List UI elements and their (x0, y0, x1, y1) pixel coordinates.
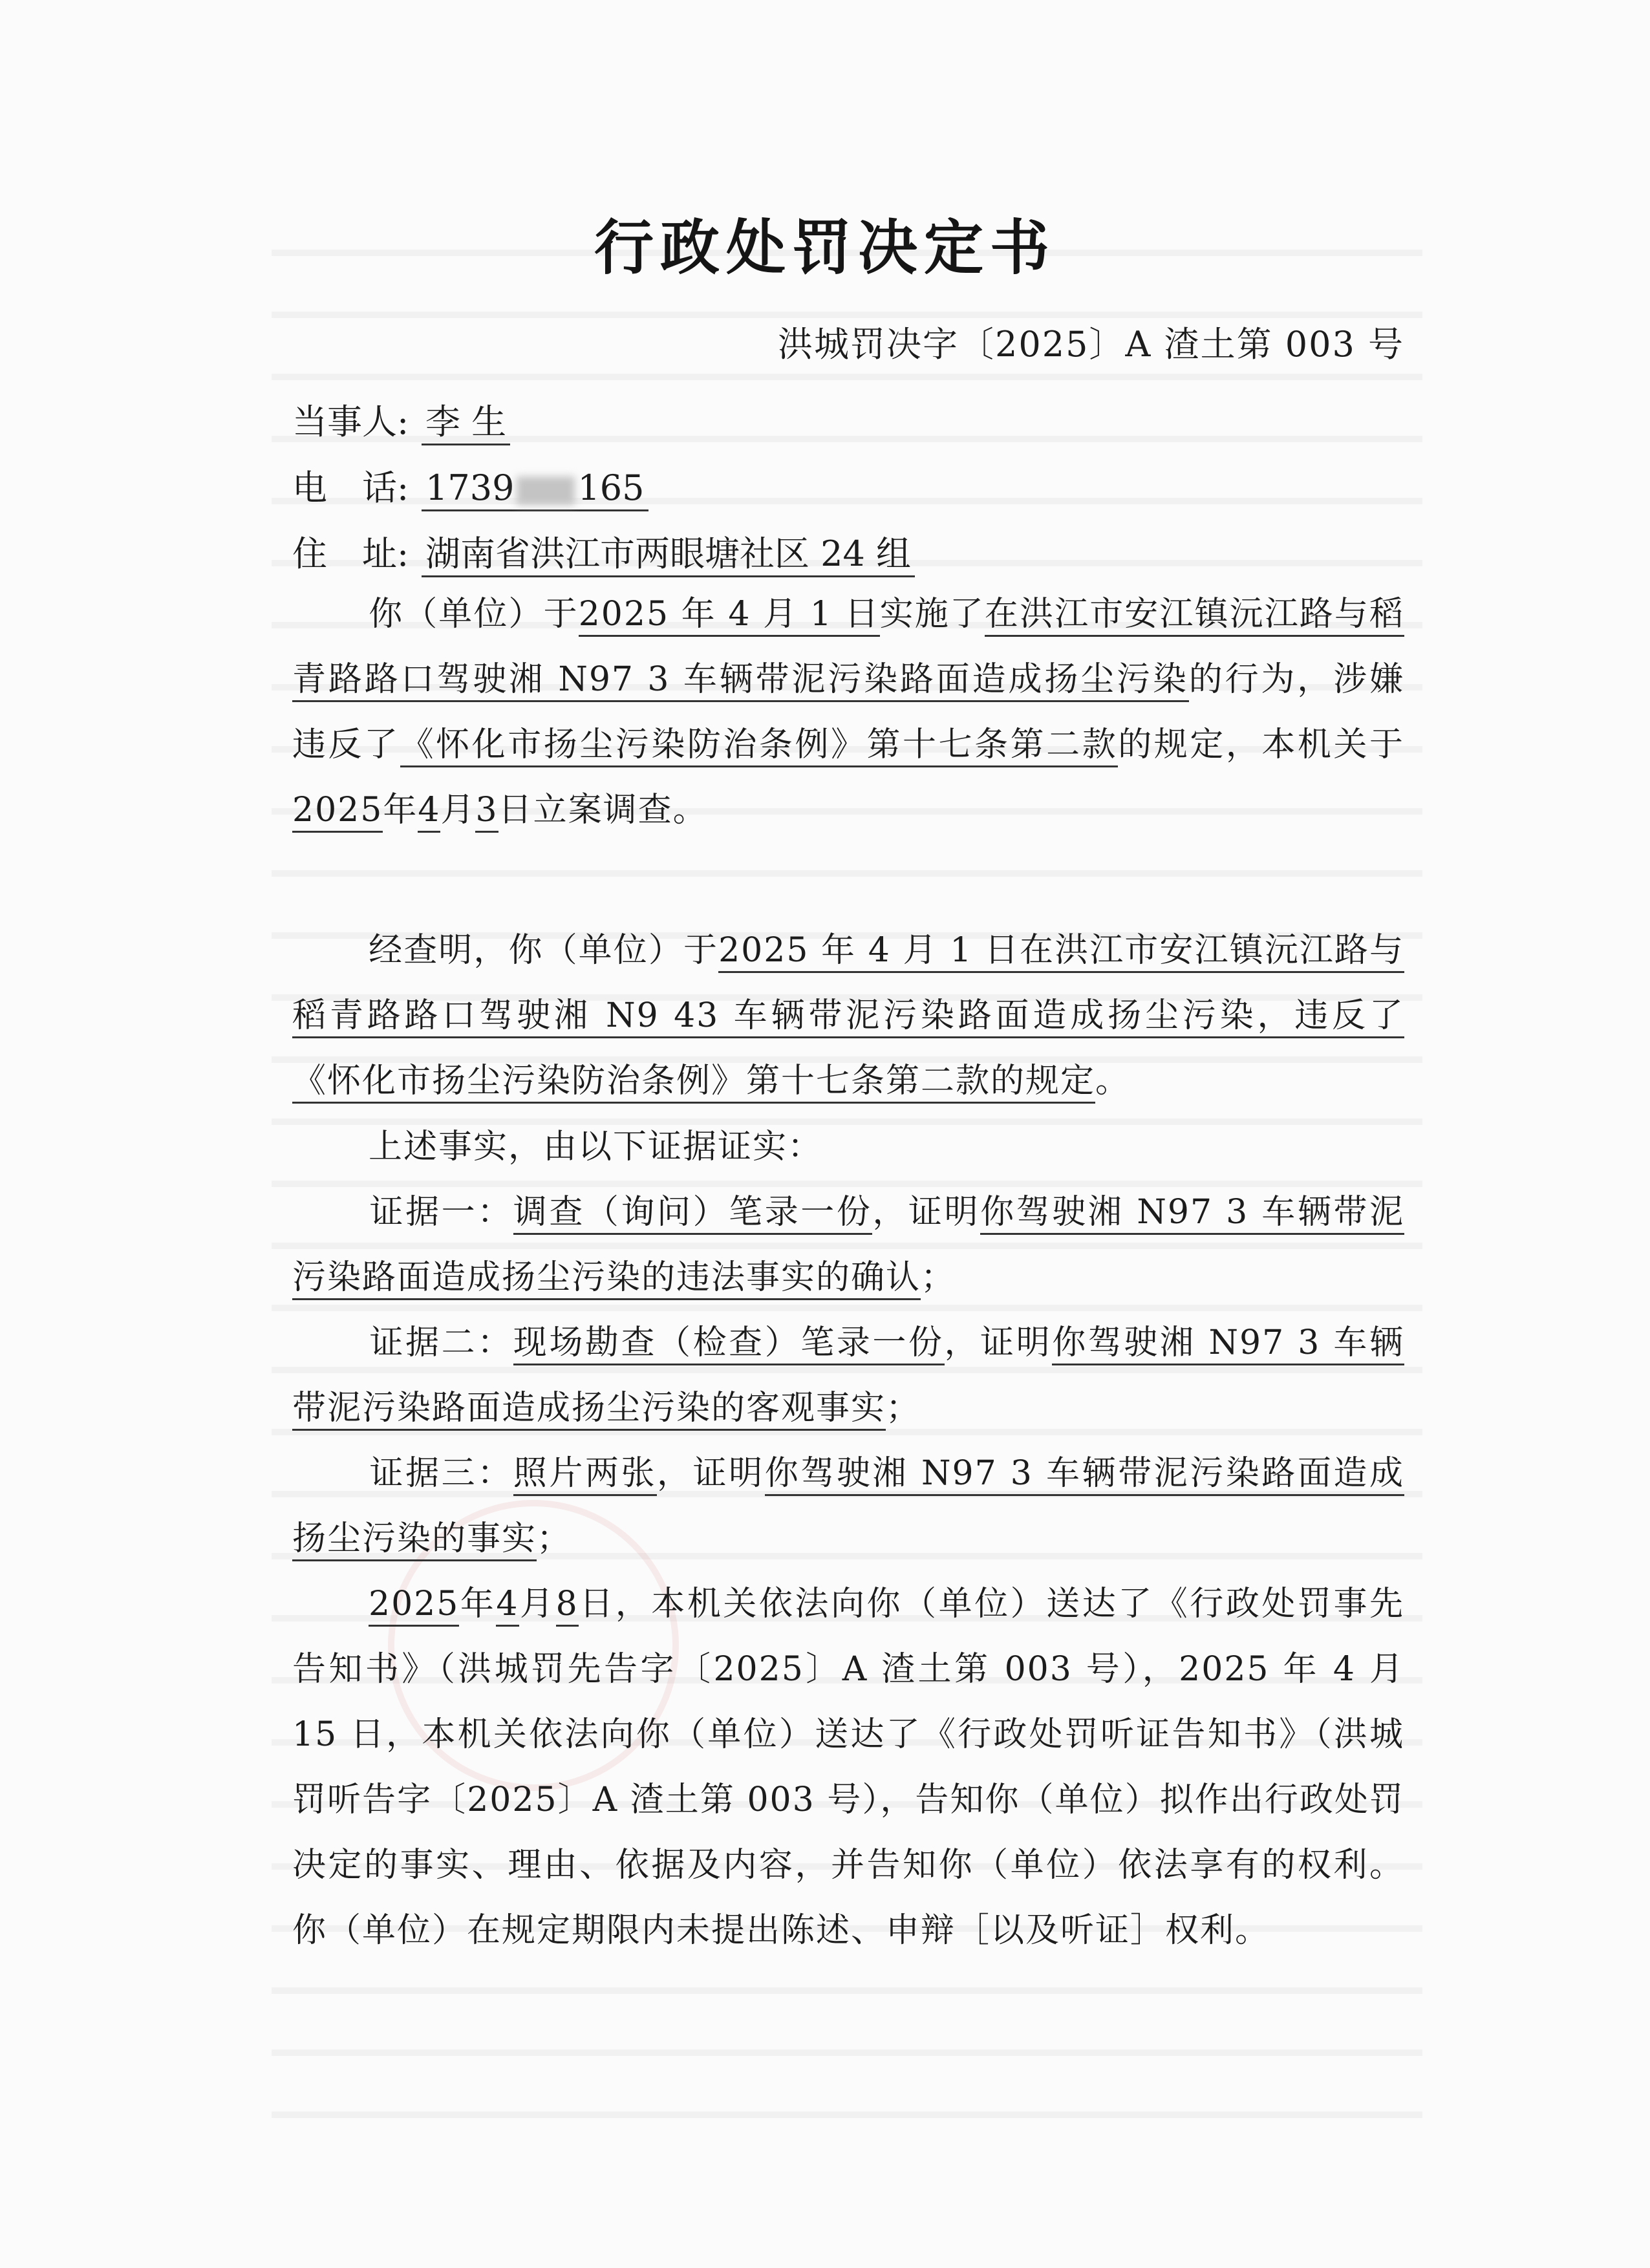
party-name-label: 当事人: (292, 401, 409, 442)
paragraph-case-filing: 你（单位）于2025 年 4 月 1 日实施了在洪江市安江镇沅江路与稻青路路口驾驶湘 N97 3 车辆带泥污染路面造成扬尘污染的行为，涉嫌违反了《怀化市扬尘污染防治条例》第十七条第二款的规定，本机关于2025年4月3日立案调查。 (292, 582, 1404, 843)
paragraph-evidence-intro: 上述事实，由以下证据证实： (369, 1128, 823, 1166)
violation-description: 在洪江市安江镇沅江路与稻青路路口驾驶湘 N97 3 车辆带泥污染路面造成扬尘污染 (292, 595, 1404, 702)
paragraph-notification: 2025年4月8日，本机关依法向你（单位）送达了《行政处罚事先告知书》（洪城罚先告字〔2025〕A 渣土第 003 号），2025 年 4 月 15 日，本机关依法向你（单位）送达了《行政处罚听证告知书》（洪城罚听告字〔2025〕A 渣土第 003 号），告知你（单位）拟作出行政处罚决定的事实、理由、依据及内容，并告知你（单位）依法享有的权利。你（单位）在规定期限内未提出陈述、申辩［以及听证］权利。 (292, 1585, 1404, 1950)
party-name-row (292, 394, 510, 444)
violated-regulation: 《怀化市扬尘污染防治条例》第十七条第二款 (400, 725, 1119, 767)
phone-prefix: 1739 (425, 467, 515, 508)
party-phone-row (292, 460, 648, 510)
party-address-row (292, 526, 915, 576)
document-number: 洪城罚决字〔2025〕A 渣土第 003 号 (778, 324, 1404, 365)
party-address-value: 湖南省洪江市两眼塘社区 24 组 (422, 533, 915, 577)
evidence-item-1: 证据一：调查（询问）笔录一份，证明你驾驶湘 N97 3 车辆带泥污染路面造成扬尘污染的违法事实的确认； (292, 1180, 1404, 1311)
party-phone-value (422, 467, 648, 511)
evidence-item-3: 证据三：照片两张，证明你驾驶湘 N97 3 车辆带泥污染路面造成扬尘污染的事实； (292, 1441, 1404, 1572)
party-address-label: 住 址: (292, 533, 409, 574)
party-phone-label: 电 话: (292, 467, 409, 508)
evidence-item-2: 证据二：现场勘查（检查）笔录一份，证明你驾驶湘 N97 3 车辆带泥污染路面造成扬尘污染的客观事实； (292, 1311, 1404, 1441)
redacted-digits (517, 476, 575, 505)
phone-suffix: 165 (577, 467, 645, 508)
party-name-value: 李 生 (422, 401, 510, 445)
violation-date: 2025 年 4 月 1 日 (579, 595, 880, 637)
paragraph-findings: 经查明，你（单位）于2025 年 4 月 1 日在洪江市安江镇沅江路与稻青路路口驾驶湘 N9 43 车辆带泥污染路面造成扬尘污染，违反了《怀化市扬尘污染防治条例》第十七条第二款的规定。 (292, 918, 1404, 1114)
findings-text: 2025 年 4 月 1 日在洪江市安江镇沅江路与稻青路路口驾驶湘 N9 43 车辆带泥污染路面造成扬尘污染，违反了《怀化市扬尘污染防治条例》第十七条第二款的规定 (292, 931, 1404, 1104)
document-title: 行政处罚决定书 (594, 213, 1056, 283)
